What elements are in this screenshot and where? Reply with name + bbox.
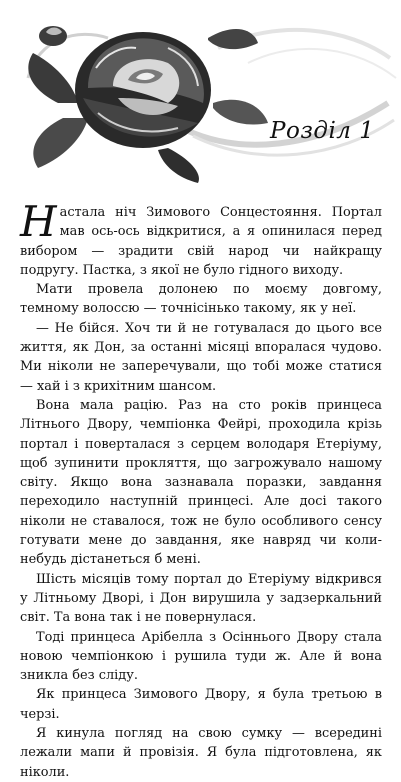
dropcap-letter: Н (20, 197, 57, 246)
paragraph-6: Тоді принцеса Арібелла з Осіннього Двору стала новою чемпіонкою і рушила туди ж. Але й вона зникла без сліду. (20, 629, 382, 684)
paragraph-7: Як принцеса Зимового Двору, я була третьою в черзі. (20, 687, 382, 722)
paragraph-5: Шість місяців тому портал до Етеріуму відкрився у Літньому Дворі, і Дон вирушила у задзеркальний світ. Та вона так і не повернулася. (20, 571, 382, 626)
paragraph-4: Вона мала рацію. Раз на сто років принцеса Літнього Двору, чемпіонка Фейрі, проходила крізь портал і поверталася з серцем володаря Етеріуму, щоб зупинити прокляття, що загрожувало нашому світу. Якщо вона зазнавала поразки, завдання переходило наступній принцесі. Але досі такого ніколи не ставалося, тож не було особливого сенсу готувати мене до завдання, яке навряд чи коли-небудь дістанеться б мені. (20, 397, 382, 568)
paragraph-2: Мати провела долонею по моєму довгому, темному волоссю — точнісінько такому, як у неї. (20, 282, 382, 317)
paragraph-1 (20, 197, 382, 280)
chapter-title: Розділ 1 (270, 118, 375, 144)
rose-icon (18, 8, 398, 183)
paragraph-3: — Не бійся. Хоч ти й не готувалася до цього все життя, як Дон, за останні місяці впоралася чудово. Ми ніколи не заперечували, що тобі може статися — хай і з крихітним шансом. (20, 320, 382, 394)
paragraph-8: Я кинула погляд на свою сумку — всередині лежали мапи й провізія. Я була підготовлена, як ніколи. (20, 726, 382, 780)
paragraph-text: астала ніч Зимового Сонцестояння. Портал мав ось-ось відкритися, а я опинилася перед вибором — зрадити свій народ чи найкращу подругу. Пастка, з якої не було гідного виходу. (20, 205, 382, 278)
chapter-body (20, 197, 382, 782)
